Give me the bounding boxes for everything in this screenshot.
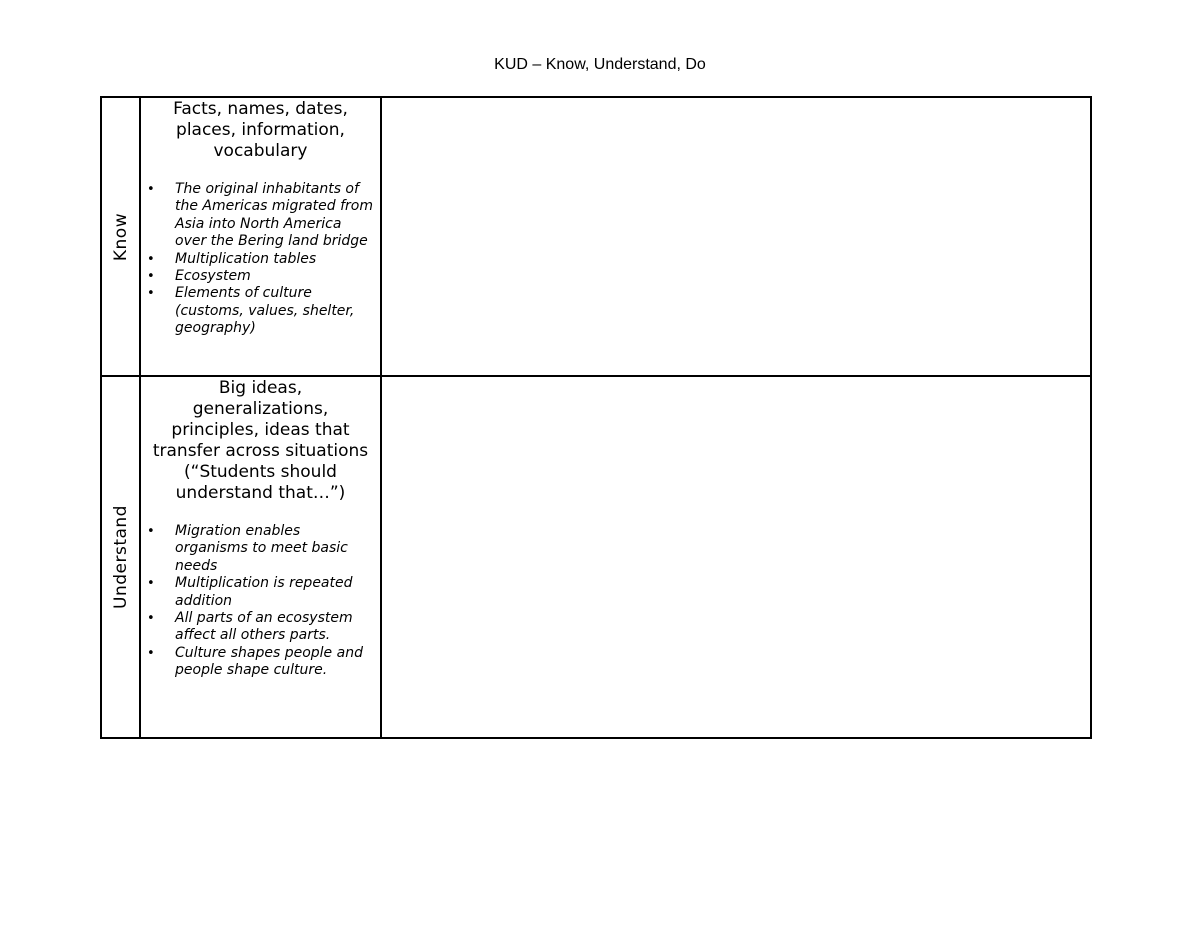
understand-heading: Big ideas, generalizations, principles, ideas that transfer across situations (“Students should understand that…”) — [152, 378, 369, 503]
know-description-cell — [140, 97, 381, 376]
know-notes-cell[interactable] — [381, 97, 1091, 376]
understand-label-cell — [101, 376, 140, 738]
bullet-icon: • — [147, 182, 155, 197]
list-item: • Culture shapes people and people shape culture. — [147, 644, 363, 679]
know-label-cell — [101, 97, 140, 376]
kud-table — [100, 96, 1092, 739]
understand-row — [101, 376, 1091, 738]
list-item: • All parts of an ecosystem affect all others parts. — [147, 610, 353, 644]
know-heading: Facts, names, dates, places, information, vocabulary — [173, 99, 348, 161]
bullet-icon: • — [147, 645, 155, 661]
bullet-icon: • — [147, 524, 155, 539]
bullet-icon: • — [147, 286, 155, 302]
understand-list — [141, 523, 380, 680]
know-list — [141, 181, 380, 338]
bullet-icon: • — [147, 269, 155, 285]
bullet-icon: • — [147, 611, 155, 627]
know-label: Know — [110, 212, 131, 261]
list-item: • Multiplication tables — [147, 250, 317, 267]
understand-label: Understand — [110, 505, 131, 609]
document-title: KUD – Know, Understand, Do — [494, 56, 706, 73]
list-item: • Multiplication is repeated addition — [147, 575, 353, 609]
understand-description-cell — [140, 376, 381, 738]
list-item: • The original inhabitants of the Americas migrated from Asia into North America over the Bering land bridge — [147, 181, 373, 250]
know-row — [101, 97, 1091, 376]
list-item: • Migration enables organisms to meet basic needs — [147, 523, 348, 574]
bullet-icon: • — [147, 251, 155, 267]
bullet-icon: • — [147, 576, 155, 592]
list-item: • Ecosystem — [147, 268, 251, 285]
list-item: • Elements of culture (customs, values, shelter, geography) — [147, 285, 355, 337]
understand-notes-cell[interactable] — [381, 376, 1091, 738]
